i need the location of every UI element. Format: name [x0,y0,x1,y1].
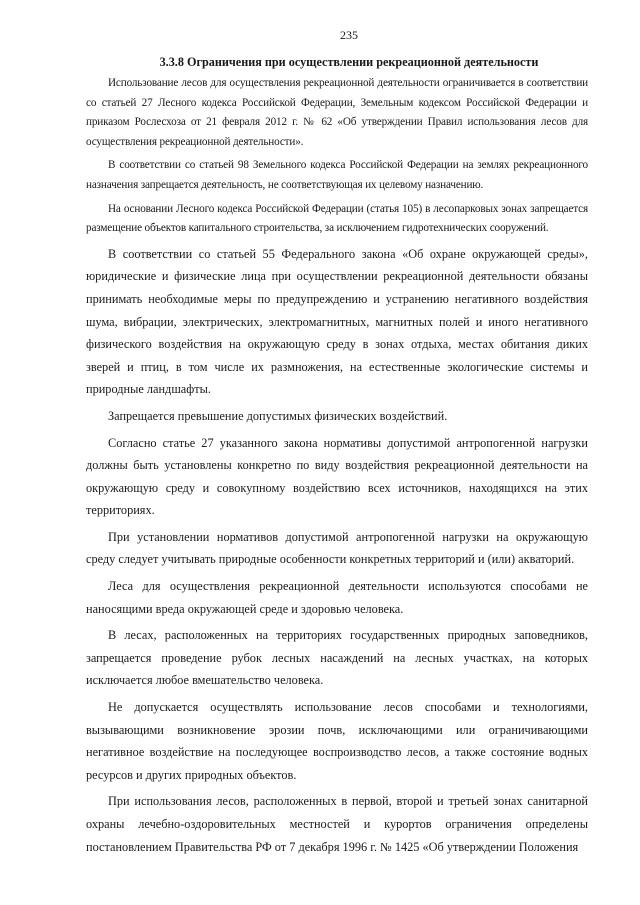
paragraph: Согласно статье 27 указанного закона нормативы допустимой антропогенной нагрузки должны быть установлены конкретно по виду воздействия рекреационной деятельности на окружающую среду и совокупному воздействию всех источников, находящихся на этих территориях. [86,435,588,518]
paragraph: При установлении нормативов допустимой антропогенной нагрузки на окружающую среду следует учитывать природные особенности конкретных территорий и (или) акваторий. [86,529,588,567]
paragraph: Не допускается осуществлять использование лесов способами и технологиями, вызывающими возникновение эрозии почв, исключающими или ограничивающими негативное воздействие на последующее воспроизводство лесов, а также состояние водных ресурсов и других природных объектов. [86,700,588,782]
page-number: 235 [340,28,358,42]
paragraph: При использования лесов, расположенных в первой, второй и третьей зонах санитарной охраны лечебно-оздоровительных местностей и курортов ограничения определены постановлением Правительства РФ от 7 декабря 1996 г. № 1425 «Об утверждении Положения [86,794,588,854]
paragraph: Использование лесов для осуществления рекреационной деятельности ограничивается в соответствии со статьей 27 Лесного кодекса Российской Федерации, Земельным кодексом Российской Федерации и приказом Рослесхоза от 21 февраля 2012 г. № 62 «Об утверждении Правил использования лесов для осуществления рекреационной деятельности». [86,77,588,148]
paragraph: На основании Лесного кодекса Российской Федерации (статья 105) в лесопарковых зонах запрещается размещение объектов капитального строительства, за исключением гидротехнических сооружений. [86,202,588,235]
paragraph: В соответствии со статьей 98 Земельного кодекса Российской Федерации на землях рекреационного назначения запрещается деятельность, не соответствующая их целевому назначению. [86,159,588,191]
paragraph: В лесах, расположенных на территориях государственных природных заповедников, запрещается проведение рубок лесных насаждений на лесных участках, на которых исключается любое вмешательство человека. [86,628,588,688]
paragraph: Запрещается превышение допустимых физических воздействий. [108,408,448,423]
paragraph: В соответствии со статьей 55 Федерального закона «Об охране окружающей среды», юридические и физические лица при осуществлении рекреационной деятельности обязаны принимать необходимые меры по предупреждению и устранению негативного воздействия шума, вибрации, электрических, электромагнитных, магнитных полей и иного негативного физического воздействия на окружающую среду в зонах отдыха, местах обитания диких зверей и птиц, в том числе их размножения, на естественные экологические системы и природные ландшафты. [86,246,588,397]
paragraph: Леса для осуществления рекреационной деятельности используются способами не наносящими вреда окружающей среде и здоровью человека. [86,579,588,616]
section-heading: 3.3.8 Ограничения при осуществлении рекреационной деятельности [159,55,539,69]
